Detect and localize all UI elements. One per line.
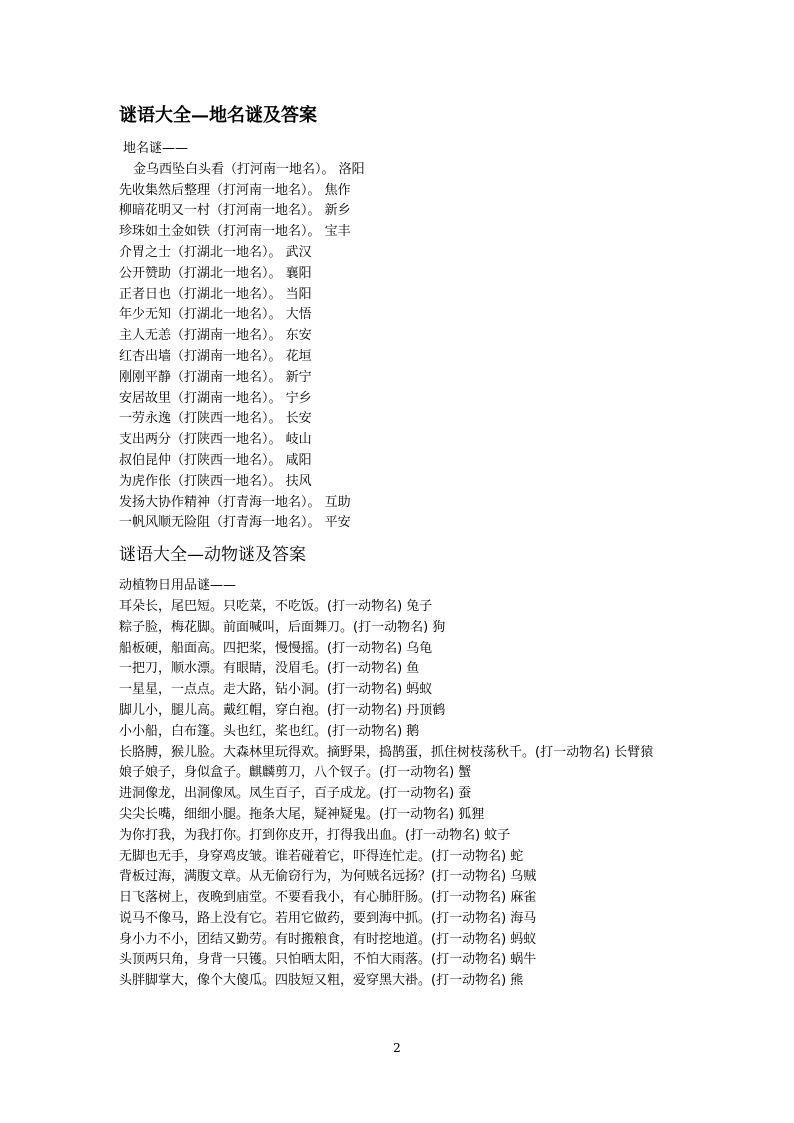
section-subtitle-place-riddles: 地名谜—— — [123, 141, 189, 156]
riddle-line: 刚刚平静（打湖南一地名）。 新宁 — [119, 369, 312, 385]
riddle-line: 头胖脚掌大，像个大傻瓜。四肢短又粗，爱穿黑大褂。(打一动物名) 熊 — [119, 973, 524, 989]
riddle-line: 红杏出墙（打湖南一地名）。 花垣 — [119, 348, 312, 364]
riddle-line: 年少无知（打湖北一地名）。 大悟 — [119, 307, 312, 323]
riddle-line: 日飞落树上，夜晚到庙堂。不要看我小，有心肺肝肠。(打一动物名) 麻雀 — [119, 890, 537, 906]
riddle-line: 一帆风顺无险阻（打青海一地名）。 平安 — [119, 515, 351, 531]
riddle-line: 一把刀，顺水漂。有眼睛，没眉毛。(打一动物名) 鱼 — [119, 661, 420, 677]
document-body — [119, 103, 689, 992]
riddle-line: 尖尖长嘴，细细小腿。拖条大尾，疑神疑鬼。(打一动物名) 狐狸 — [119, 806, 485, 822]
riddle-line: 叔伯昆仲（打陕西一地名）。 咸阳 — [119, 452, 312, 468]
riddle-line: 无脚也无手，身穿鸡皮皱。谁若碰着它，吓得连忙走。(打一动物名) 蛇 — [119, 848, 524, 864]
riddle-line: 长胳膊，猴儿脸。大森林里玩得欢。摘野果，捣鹊蛋，抓住树枝荡秋千。(打一动物名) 长臂猿 — [119, 744, 654, 760]
riddle-line: 安居故里（打湖南一地名）。 宁乡 — [119, 390, 312, 406]
riddle-line: 一星星，一点点。走大路，钻小洞。(打一动物名) 蚂蚁 — [119, 682, 433, 698]
page-number: 2 — [393, 1041, 401, 1055]
riddle-line: 正者日也（打湖北一地名）。 当阳 — [119, 286, 312, 302]
riddle-line: 先收集然后整理（打河南一地名）。 焦作 — [119, 182, 351, 198]
riddle-line: 为你打我，为我打你。打到你皮开，打得我出血。(打一动物名) 蚊子 — [119, 827, 511, 843]
riddle-line: 粽子脸，梅花脚。前面喊叫，后面舞刀。(打一动物名) 狗 — [119, 619, 446, 635]
section-subtitle-animal-riddles: 动植物日用品谜—— — [119, 578, 237, 594]
riddle-line: 公开赞助（打湖北一地名）。 襄阳 — [119, 265, 312, 281]
riddle-line: 珍珠如土金如铁（打河南一地名）。 宝丰 — [119, 224, 351, 240]
riddle-line: 进洞像龙，出洞像凤。凤生百子，百子成龙。(打一动物名) 蚕 — [119, 786, 472, 802]
section-title-place-riddles: 谜语大全—地名谜及答案 — [119, 105, 317, 126]
riddle-line: 金乌西坠白头看（打河南一地名）。 洛阳 — [133, 161, 365, 177]
riddle-line: 身小力不小，团结又勤劳。有时搬粮食，有时挖地道。(打一动物名) 蚂蚁 — [119, 931, 537, 947]
riddle-line: 耳朵长，尾巴短。只吃菜，不吃饭。(打一动物名) 兔子 — [119, 598, 433, 614]
riddle-line: 脚儿小，腿儿高。戴红帽，穿白袍。(打一动物名) 丹顶鹤 — [119, 702, 446, 718]
riddle-line: 说马不像马，路上没有它。若用它做药，要到海中抓。(打一动物名) 海马 — [119, 910, 537, 926]
riddle-line: 主人无恙（打湖南一地名）。 东安 — [119, 328, 312, 344]
riddle-line: 支出两分（打陕西一地名）。 岐山 — [119, 432, 312, 448]
riddle-line: 船板硬，船面高。四把桨，慢慢摇。(打一动物名) 乌龟 — [119, 640, 433, 656]
riddle-line: 柳暗花明又一村（打河南一地名）。 新乡 — [119, 203, 351, 219]
riddle-line: 娘子娘子，身似盒子。麒麟剪刀，八个钗子。(打一动物名) 蟹 — [119, 765, 472, 781]
riddle-line: 介胃之士（打湖北一地名）。 武汉 — [119, 244, 312, 260]
riddle-line: 头顶两只角，身背一只镬。只怕晒太阳，不怕大雨落。(打一动物名) 蜗牛 — [119, 952, 537, 968]
riddle-line: 小小船，白布篷。头也红，桨也红。(打一动物名) 鹅 — [119, 723, 420, 739]
riddle-line: 背板过海，满腹文章。从无偷窃行为，为何贼名远扬？(打一动物名) 乌贼 — [119, 869, 537, 885]
riddle-line: 为虎作伥（打陕西一地名）。 扶风 — [119, 473, 312, 489]
section-title-animal-riddles: 谜语大全—动物谜及答案 — [119, 545, 306, 566]
riddle-line: 发扬大协作精神（打青海一地名）。 互助 — [119, 494, 351, 510]
riddle-line: 一劳永逸（打陕西一地名）。 长安 — [119, 411, 312, 427]
